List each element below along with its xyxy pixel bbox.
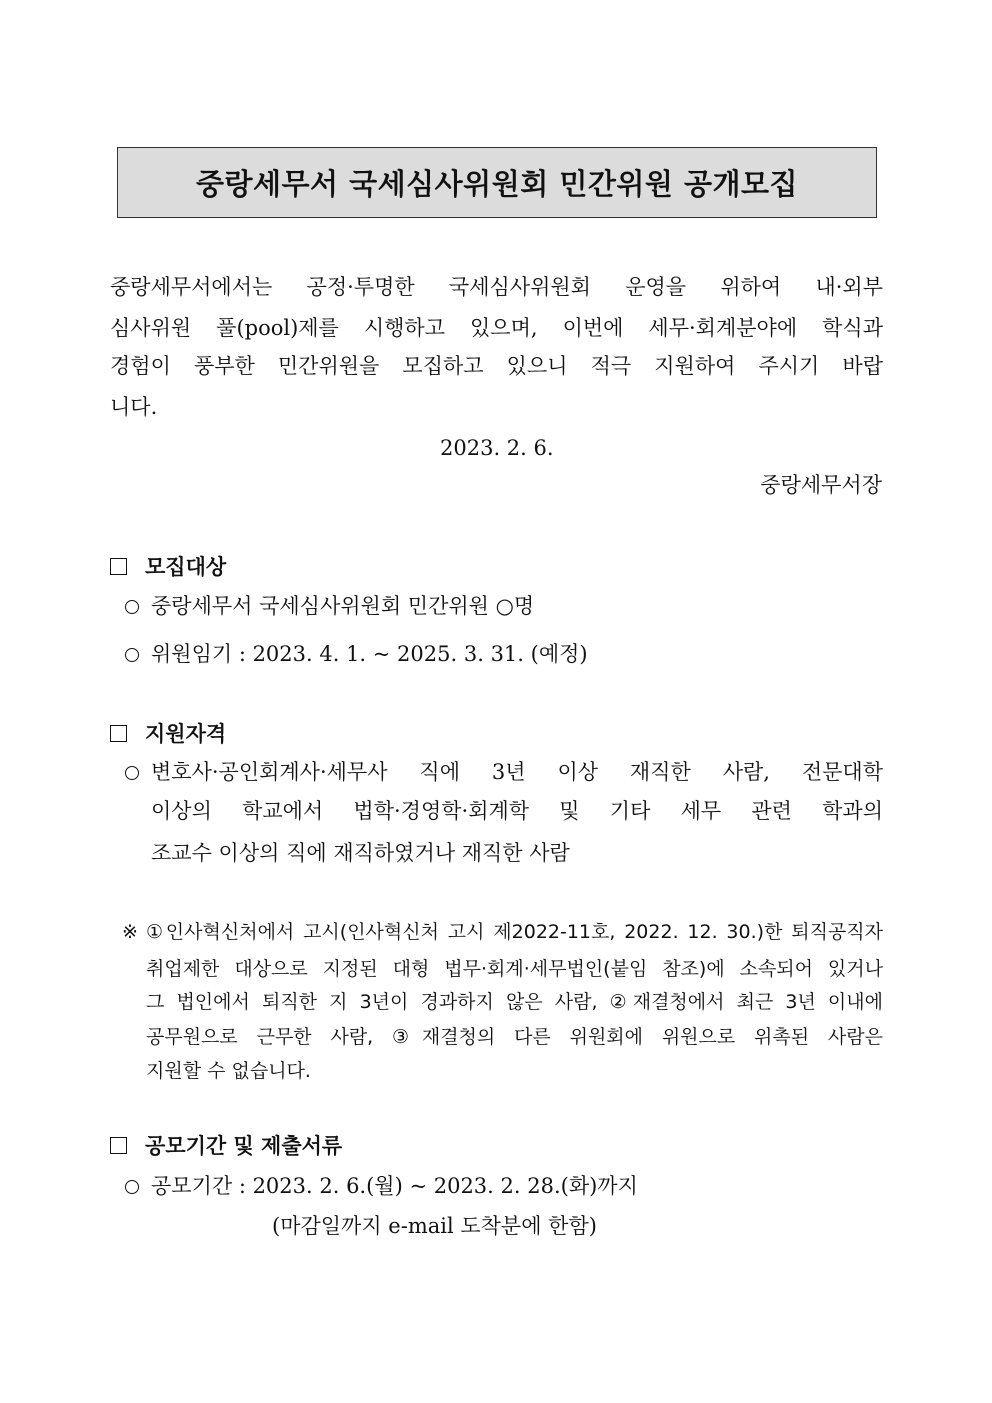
intro-line-1: 중랑세무서에서는 공정·투명한 국세심사위원회 운영을 위하여 내·외부 bbox=[110, 275, 883, 299]
circle-bullet-icon bbox=[125, 766, 139, 780]
recruit-term: 위원임기 : 2023. 4. 1. ~ 2025. 3. 31. (예정) bbox=[151, 642, 588, 666]
checkbox-icon bbox=[110, 1137, 127, 1154]
period-dates: 공모기간 : 2023. 2. 6.(월) ~ 2023. 2. 28.(화)까지 bbox=[151, 1174, 638, 1198]
circle-bullet-icon bbox=[125, 648, 139, 662]
circle-bullet-icon bbox=[125, 1180, 139, 1194]
recruit-target: 중랑세무서 국세심사위원회 민간위원 ○명 bbox=[151, 594, 535, 618]
circle-bullet-icon bbox=[125, 600, 139, 614]
note-line-1: ①인사혁신처에서 고시(인사혁신처 고시 제2022-11호, 2022. 12. 30.)한 퇴직공직자 bbox=[146, 921, 883, 943]
list-item bbox=[125, 644, 588, 665]
note-line-5: 지원할 수 없습니다. bbox=[146, 1060, 311, 1082]
intro-line-4: 니다. bbox=[110, 395, 158, 419]
notice-date: 2023. 2. 6. bbox=[440, 436, 554, 460]
signature: 중랑세무서장 bbox=[760, 473, 882, 497]
list-item bbox=[125, 762, 883, 783]
page-title: 중랑세무서 국세심사위원회 민간위원 공개모집 bbox=[195, 167, 799, 201]
section-recruit-label: 모집대상 bbox=[145, 554, 227, 579]
list-item bbox=[125, 596, 534, 617]
section-qualification-label: 지원자격 bbox=[145, 721, 227, 746]
note-line-4: 공무원으로 근무한 사람, ③재결청의 다른 위원회에 위원으로 위촉된 사람은 bbox=[146, 1026, 883, 1048]
checkbox-icon bbox=[110, 725, 127, 742]
section-period-label: 공모기간 및 제출서류 bbox=[145, 1133, 343, 1158]
list-item bbox=[125, 1176, 638, 1197]
qualification-line-2: 이상의 학교에서 법학·경영학·회계학 및 기타 세무 관련 학과의 bbox=[151, 799, 883, 823]
checkbox-icon bbox=[110, 558, 127, 575]
section-period-heading bbox=[110, 1135, 342, 1156]
section-qualification-heading bbox=[110, 723, 226, 744]
qualification-line-1: 변호사·공인회계사·세무사 직에 3년 이상 재직한 사람, 전문대학 bbox=[151, 760, 883, 784]
note-line-3: 그 법인에서 퇴직한 지 3년이 경과하지 않은 사람, ②재결청에서 최근 3년 이내에 bbox=[146, 991, 883, 1013]
title-box bbox=[117, 147, 877, 218]
intro-line-3: 경험이 풍부한 민간위원을 모집하고 있으니 적극 지원하여 주시기 바랍 bbox=[110, 354, 883, 378]
section-recruit-heading bbox=[110, 556, 226, 577]
intro-line-2: 심사위원 풀(pool)제를 시행하고 있으며, 이번에 세무·회계분야에 학식과 bbox=[110, 316, 883, 340]
qualification-line-3: 조교수 이상의 직에 재직하였거나 재직한 사람 bbox=[151, 841, 570, 865]
period-subnote: (마감일까지 e-mail 도착분에 한함) bbox=[272, 1214, 597, 1238]
note-mark: ※ bbox=[122, 921, 138, 943]
note-line-2: 취업제한 대상으로 지정된 대형 법무·회계·세무법인(붙임 참조)에 소속되어 있거나 bbox=[146, 958, 883, 980]
